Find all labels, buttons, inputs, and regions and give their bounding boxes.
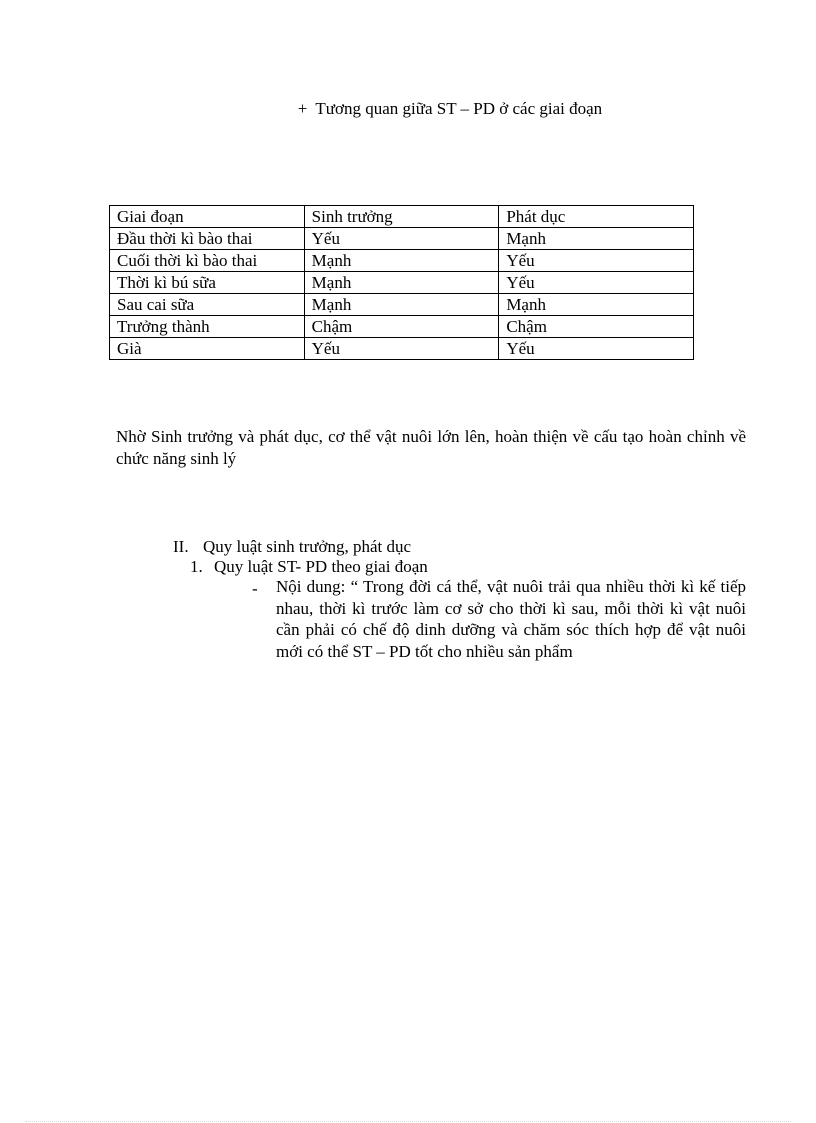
section-number: II. xyxy=(173,537,189,556)
table-cell: Yếu xyxy=(304,228,499,250)
heading-text: Tương quan giữa ST – PD ở các giai đoạn xyxy=(315,99,603,118)
table-row xyxy=(110,250,694,272)
header-cell-development: Phát dục xyxy=(499,206,694,228)
header-cell-growth: Sinh trưởng xyxy=(304,206,499,228)
section-title-text: Quy luật sinh trưởng, phát dục xyxy=(203,537,412,556)
stage-comparison-table xyxy=(109,205,694,360)
heading xyxy=(0,98,816,120)
table-cell: Yếu xyxy=(304,338,499,360)
table-row xyxy=(110,316,694,338)
subsection-title-text: Quy luật ST- PD theo giai đoạn xyxy=(214,557,428,576)
table-cell: Già xyxy=(110,338,305,360)
table-cell: Yếu xyxy=(499,272,694,294)
table-cell: Mạnh xyxy=(304,272,499,294)
table-cell: Mạnh xyxy=(499,228,694,250)
header-cell-stage: Giai đoạn xyxy=(110,206,305,228)
table-cell: Yếu xyxy=(499,338,694,360)
table-cell: Sau cai sữa xyxy=(110,294,305,316)
table-cell: Thời kì bú sữa xyxy=(110,272,305,294)
page-bottom-rule xyxy=(25,1121,791,1122)
table-cell: Mạnh xyxy=(304,294,499,316)
table-cell: Yếu xyxy=(499,250,694,272)
subsection-heading xyxy=(190,556,428,578)
table-header-row xyxy=(110,206,694,228)
table-cell: Trưởng thành xyxy=(110,316,305,338)
table-row xyxy=(110,228,694,250)
content-paragraph: Nội dung: “ Trong đời cá thể, vật nuôi trải qua nhiều thời kì kế tiếp nhau, thời kì trước làm cơ sở cho thời kì sau, mỗi thời kì vật nuôi cần phải có chế độ dinh dưỡng và chăm sóc thích hợp để vật nuôi mới có thể ST – PD tốt cho nhiều sản phẩm xyxy=(276,577,746,661)
table-row xyxy=(110,294,694,316)
subsection-number: 1. xyxy=(190,557,203,576)
table-cell: Cuối thời kì bào thai xyxy=(110,250,305,272)
summary-paragraph: Nhờ Sinh trưởng và phát dục, cơ thể vật nuôi lớn lên, hoàn thiện về cấu tạo hoàn chỉnh về chức năng sinh lý xyxy=(116,427,746,468)
table-cell: Mạnh xyxy=(499,294,694,316)
table-row xyxy=(110,338,694,360)
table-cell: Chậm xyxy=(499,316,694,338)
table-cell: Đầu thời kì bào thai xyxy=(110,228,305,250)
list-dash: - xyxy=(252,579,258,598)
table-cell: Chậm xyxy=(304,316,499,338)
heading-bullet: + xyxy=(297,99,308,118)
table-row xyxy=(110,272,694,294)
section-heading xyxy=(173,536,411,558)
table-cell: Mạnh xyxy=(304,250,499,272)
